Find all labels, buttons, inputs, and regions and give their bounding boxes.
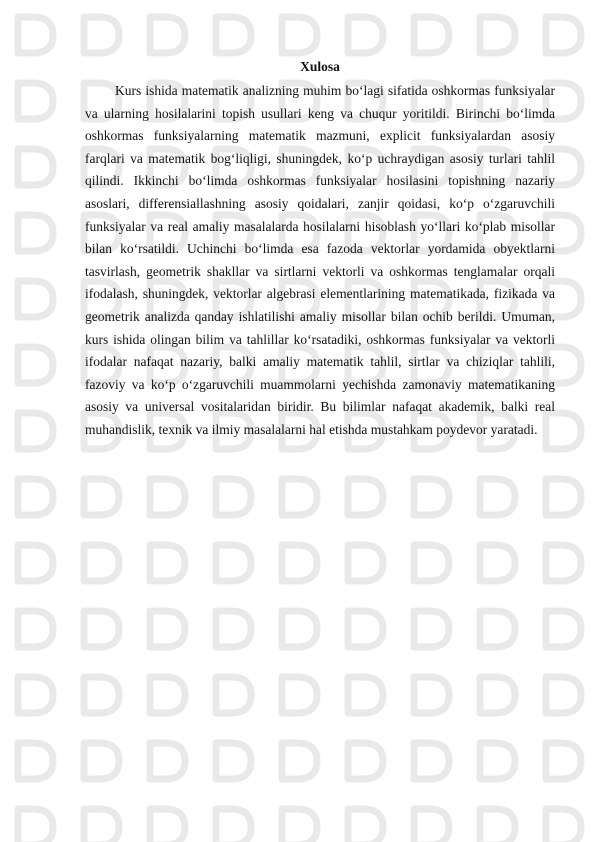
- watermark-d-icon: [216, 611, 251, 647]
- watermark-d-icon: [282, 17, 317, 53]
- watermark-d-icon: [546, 545, 581, 581]
- watermark-d-icon: [282, 743, 317, 779]
- watermark-d-icon: [216, 479, 251, 515]
- watermark-d-icon: [480, 611, 515, 647]
- watermark-d-icon: [282, 611, 317, 647]
- watermark-d-icon: [546, 611, 581, 647]
- watermark-d-icon: [282, 479, 317, 515]
- watermark-d-icon: [18, 215, 53, 251]
- watermark-d-icon: [348, 809, 383, 842]
- watermark-d-icon: [546, 677, 581, 713]
- watermark-d-icon: [84, 743, 119, 779]
- watermark-d-icon: [282, 809, 317, 842]
- watermark-d-icon: [150, 17, 185, 53]
- watermark-d-icon: [282, 545, 317, 581]
- conclusion-paragraph: Kurs ishida matematik analizning muhim bo‘lagi sifatida oshkormas funksiyalar va ularning hosilalarini topish usullari keng va chuqur yoritildi. Birinchi bo‘limda oshkormas funksiyalarning matematik mazmuni, explicit funksiyalardan asosiy farqlari va matematik bog‘liqligi, shuningdek, ko‘p uchraydigan asosiy turlari tahlil qilindi. Ikkinchi bo‘limda oshkormas funksiyalar hosilasini topishning nazariy asoslari, differensiallashning asosiy qoidalari, zanjir qoidasi, ko‘p o‘zgaruvchili funksiyalar va real amaliy masalalarda hosilalarni hisoblash yo‘llari ko‘plab misollar bilan ko‘rsatildi. Uchinchi bo‘limda esa fazoda vektorlar yordamida obyektlarni tasvirlash, geometrik shakllar va sirtlarni vektorli va oshkormas tenglamalar orqali ifodalash, shuningdek, vektorlar algebrasi elementlarining matematikada, fizikada va geometrik analizda qanday ishlatilishi amaliy misollar bilan ochib berildi. Umuman, kurs ishida olingan bilim va tahlillar ko‘rsatadiki, oshkormas funksiyalar va vektorli ifodalar nafaqat nazariy, balki amaliy matematik tahlil, sirtlar va chiziqlar tahlili, fazoviy va ko‘p o‘zgaruvchili muammolarni yechishda zamonaviy matematikaning asosiy va universal vositalaridan biridir. Bu bilimlar nafaqat akademik, balki real muhandislik, texnik va ilmiy masalalarni hal etishda mustahkam poydevor yaratadi.: [85, 83, 555, 437]
- watermark-d-icon: [18, 83, 53, 119]
- watermark-d-icon: [150, 743, 185, 779]
- watermark-d-icon: [18, 545, 53, 581]
- watermark-d-icon: [18, 743, 53, 779]
- watermark-d-icon: [18, 347, 53, 383]
- watermark-d-icon: [414, 677, 449, 713]
- watermark-d-icon: [414, 479, 449, 515]
- watermark-d-icon: [348, 677, 383, 713]
- watermark-d-icon: [18, 413, 53, 449]
- watermark-d-icon: [348, 479, 383, 515]
- watermark-d-icon: [84, 479, 119, 515]
- watermark-d-icon: [282, 677, 317, 713]
- watermark-d-icon: [84, 677, 119, 713]
- watermark-d-icon: [414, 809, 449, 842]
- watermark-d-icon: [18, 677, 53, 713]
- watermark-d-icon: [348, 545, 383, 581]
- watermark-d-icon: [414, 545, 449, 581]
- watermark-d-icon: [150, 545, 185, 581]
- watermark-d-icon: [18, 611, 53, 647]
- watermark-d-icon: [150, 611, 185, 647]
- watermark-d-icon: [546, 809, 581, 842]
- watermark-d-icon: [18, 281, 53, 317]
- watermark-d-icon: [18, 809, 53, 842]
- watermark-d-icon: [84, 545, 119, 581]
- watermark-d-icon: [18, 149, 53, 185]
- watermark-d-icon: [480, 545, 515, 581]
- watermark-d-icon: [414, 611, 449, 647]
- watermark-d-icon: [150, 677, 185, 713]
- document-title: Xulosa: [300, 59, 340, 74]
- watermark-d-icon: [216, 743, 251, 779]
- watermark-d-icon: [348, 611, 383, 647]
- watermark-d-icon: [18, 479, 53, 515]
- watermark-d-icon: [84, 611, 119, 647]
- watermark-d-icon: [150, 809, 185, 842]
- watermark-d-icon: [480, 677, 515, 713]
- watermark-d-icon: [348, 17, 383, 53]
- watermark-d-icon: [150, 479, 185, 515]
- watermark-d-icon: [480, 479, 515, 515]
- watermark-d-icon: [18, 17, 53, 53]
- watermark-d-icon: [546, 743, 581, 779]
- watermark-d-icon: [480, 743, 515, 779]
- watermark-d-icon: [414, 743, 449, 779]
- watermark-d-icon: [216, 17, 251, 53]
- watermark-d-icon: [216, 677, 251, 713]
- watermark-d-icon: [84, 17, 119, 53]
- watermark-d-icon: [480, 17, 515, 53]
- watermark-d-icon: [546, 479, 581, 515]
- watermark-d-icon: [216, 809, 251, 842]
- watermark-d-icon: [414, 17, 449, 53]
- watermark-d-icon: [216, 545, 251, 581]
- watermark-d-icon: [348, 743, 383, 779]
- watermark-d-icon: [546, 17, 581, 53]
- watermark-d-icon: [480, 809, 515, 842]
- watermark-d-icon: [84, 809, 119, 842]
- document-body: [85, 58, 555, 442]
